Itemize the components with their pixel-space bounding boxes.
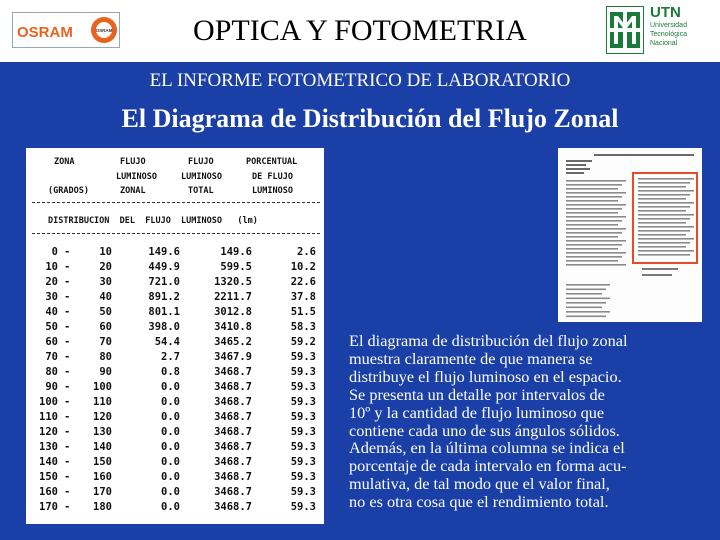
total-flux-cell: 3468.7 <box>214 501 252 513</box>
percent-flux-cell: 59.3 <box>290 456 316 468</box>
zonal-flux-cell: 0.0 <box>161 501 180 513</box>
table-row <box>26 366 324 381</box>
range-dash: - <box>64 486 71 498</box>
total-flux-cell: 3468.7 <box>214 486 252 498</box>
col-header-grados: (GRADOS) <box>48 186 89 196</box>
range-dash: - <box>64 291 71 303</box>
percent-flux-cell: 58.3 <box>290 321 316 333</box>
zone-from-cell: 90 <box>45 381 58 393</box>
zone-from-cell: 150 <box>39 471 58 483</box>
description-line: Además, en la última columna se indica el <box>349 438 625 458</box>
zonal-flux-cell: 0.0 <box>161 426 180 438</box>
zone-to-cell: 160 <box>93 471 112 483</box>
zonal-flux-cell: 149.6 <box>148 246 180 258</box>
zonal-flux-cell: 721.0 <box>148 276 180 288</box>
col-header-porcentual: PORCENTUAL <box>246 157 298 167</box>
range-dash: - <box>64 276 71 288</box>
zone-to-cell: 50 <box>99 306 112 318</box>
zone-from-cell: 130 <box>39 441 58 453</box>
table-row <box>26 381 324 396</box>
total-flux-cell: 3468.7 <box>214 396 252 408</box>
col-header-porcentual: LUMINOSO <box>252 186 293 196</box>
zone-from-cell: 160 <box>39 486 58 498</box>
table-row <box>26 276 324 291</box>
zonal-flux-cell: 398.0 <box>148 321 180 333</box>
table-row <box>26 351 324 366</box>
report-subtitle: EL INFORME FOTOMETRICO DE LABORATORIO <box>149 70 571 91</box>
percent-flux-cell: 59.3 <box>290 381 316 393</box>
range-dash: - <box>64 351 71 363</box>
percent-flux-cell: 59.3 <box>290 426 316 438</box>
zonal-flux-cell: 0.0 <box>161 471 180 483</box>
zone-to-cell: 170 <box>93 486 112 498</box>
total-flux-cell: 1320.5 <box>214 276 252 288</box>
col-header-porcentual: DE FLUJO <box>252 172 293 182</box>
table-section-label: DISTRIBUCION DEL FLUJO LUMINOSO (lm) <box>48 216 258 226</box>
zone-to-cell: 60 <box>99 321 112 333</box>
zone-from-cell: 20 <box>45 276 58 288</box>
total-flux-cell: 3467.9 <box>214 351 252 363</box>
zone-to-cell: 80 <box>99 351 112 363</box>
percent-flux-cell: 59.3 <box>290 411 316 423</box>
zone-to-cell: 10 <box>99 246 112 258</box>
percent-flux-cell: 51.5 <box>290 306 316 318</box>
zonal-flux-cell: 0.8 <box>161 366 180 378</box>
description-line: no es otra cosa que el rendimiento total. <box>349 492 609 512</box>
zone-from-cell: 0 <box>51 246 58 258</box>
zone-to-cell: 100 <box>93 381 112 393</box>
report-document-thumbnail <box>558 148 702 322</box>
zonal-flux-table <box>26 148 324 524</box>
table-row <box>26 441 324 456</box>
percent-flux-cell: 59.3 <box>290 366 316 378</box>
percent-flux-cell: 10.2 <box>290 261 316 273</box>
zone-from-cell: 140 <box>39 456 58 468</box>
total-flux-cell: 3012.8 <box>214 306 252 318</box>
zone-to-cell: 150 <box>93 456 112 468</box>
zone-from-cell: 40 <box>45 306 58 318</box>
zone-from-cell: 70 <box>45 351 58 363</box>
zone-to-cell: 120 <box>93 411 112 423</box>
zonal-flux-cell: 449.9 <box>148 261 180 273</box>
description-line: porcentaje de cada intervalo en forma acu- <box>349 456 627 476</box>
table-row <box>26 456 324 471</box>
range-dash: - <box>64 306 71 318</box>
total-flux-cell: 3468.7 <box>214 381 252 393</box>
zone-from-cell: 80 <box>45 366 58 378</box>
col-header-flujo-zonal: FLUJO <box>120 157 146 167</box>
total-flux-cell: 3468.7 <box>214 441 252 453</box>
col-header-flujo-total: FLUJO <box>188 157 214 167</box>
zone-to-cell: 40 <box>99 291 112 303</box>
table-row <box>26 411 324 426</box>
zonal-flux-cell: 0.0 <box>161 411 180 423</box>
description-paragraph <box>349 332 689 511</box>
col-header-flujo-total: LUMINOSO <box>181 172 222 182</box>
percent-flux-cell: 22.6 <box>290 276 316 288</box>
table-row <box>26 321 324 336</box>
zone-from-cell: 100 <box>39 396 58 408</box>
range-dash: - <box>64 501 71 513</box>
zonal-flux-cell: 0.0 <box>161 486 180 498</box>
zone-from-cell: 30 <box>45 291 58 303</box>
table-divider <box>32 202 320 203</box>
utn-line: Tecnológica <box>650 31 687 38</box>
zone-from-cell: 120 <box>39 426 58 438</box>
zone-to-cell: 70 <box>99 336 112 348</box>
col-header-flujo-total: TOTAL <box>188 186 214 196</box>
total-flux-cell: 3468.7 <box>214 411 252 423</box>
table-row <box>26 306 324 321</box>
percent-flux-cell: 59.3 <box>290 471 316 483</box>
table-row <box>26 261 324 276</box>
total-flux-cell: 3468.7 <box>214 366 252 378</box>
range-dash: - <box>64 381 71 393</box>
zone-from-cell: 50 <box>45 321 58 333</box>
range-dash: - <box>64 261 71 273</box>
percent-flux-cell: 59.3 <box>290 501 316 513</box>
range-dash: - <box>64 336 71 348</box>
table-row <box>26 501 324 516</box>
zone-from-cell: 110 <box>39 411 58 423</box>
col-header-flujo-zonal: ZONAL <box>120 186 146 196</box>
description-line: muestra claramente de que manera se <box>349 348 593 368</box>
highlight-box <box>632 172 698 264</box>
header-bar <box>0 0 720 62</box>
description-line: mulativa, de tal modo que el valor final, <box>349 474 610 494</box>
range-dash: - <box>64 396 71 408</box>
range-dash: - <box>64 441 71 453</box>
total-flux-cell: 3468.7 <box>214 456 252 468</box>
zonal-flux-cell: 0.0 <box>161 381 180 393</box>
zone-to-cell: 20 <box>99 261 112 273</box>
zonal-flux-cell: 54.4 <box>154 336 180 348</box>
section-heading: El Diagrama de Distribución del Flujo Zonal <box>121 104 619 133</box>
zone-from-cell: 170 <box>39 501 58 513</box>
range-dash: - <box>64 426 71 438</box>
percent-flux-cell: 59.2 <box>290 336 316 348</box>
svg-text:OSRAM: OSRAM <box>95 28 113 33</box>
range-dash: - <box>64 456 71 468</box>
range-dash: - <box>64 246 71 258</box>
total-flux-cell: 3468.7 <box>214 426 252 438</box>
table-row <box>26 486 324 501</box>
range-dash: - <box>64 366 71 378</box>
zone-to-cell: 140 <box>93 441 112 453</box>
description-line: distribuye el flujo luminoso en el espacio. <box>349 366 622 386</box>
percent-flux-cell: 59.3 <box>290 396 316 408</box>
zonal-flux-cell: 0.0 <box>161 456 180 468</box>
table-row <box>26 291 324 306</box>
col-header-flujo-zonal: LUMINOSO <box>116 172 157 182</box>
percent-flux-cell: 2.6 <box>297 246 316 258</box>
svg-text:OSRAM: OSRAM <box>17 24 73 41</box>
table-divider <box>32 233 320 234</box>
zonal-flux-cell: 801.1 <box>148 306 180 318</box>
total-flux-cell: 3465.2 <box>214 336 252 348</box>
table-row <box>26 471 324 486</box>
zonal-flux-cell: 0.0 <box>161 396 180 408</box>
utn-line: Universidad <box>650 22 687 29</box>
table-row <box>26 396 324 411</box>
description-line: 10º y la cantidad de flujo luminoso que <box>349 402 605 422</box>
col-header-zona: ZONA <box>54 157 75 167</box>
zone-to-cell: 130 <box>93 426 112 438</box>
zonal-flux-cell: 891.2 <box>148 291 180 303</box>
description-line: El diagrama de distribución del flujo zonal <box>349 331 628 350</box>
total-flux-cell: 3468.7 <box>214 471 252 483</box>
zone-to-cell: 90 <box>99 366 112 378</box>
percent-flux-cell: 59.3 <box>290 441 316 453</box>
zone-to-cell: 110 <box>93 396 112 408</box>
utn-abbr: UTN <box>650 4 681 21</box>
zone-from-cell: 60 <box>45 336 58 348</box>
description-line: contiene cada uno de sus ángulos sólidos. <box>349 420 620 440</box>
total-flux-cell: 3410.8 <box>214 321 252 333</box>
range-dash: - <box>64 411 71 423</box>
zone-to-cell: 180 <box>93 501 112 513</box>
table-row <box>26 246 324 261</box>
table-row <box>26 336 324 351</box>
total-flux-cell: 2211.7 <box>214 291 252 303</box>
range-dash: - <box>64 471 71 483</box>
zone-to-cell: 30 <box>99 276 112 288</box>
utn-logo <box>606 4 714 56</box>
zonal-flux-cell: 0.0 <box>161 441 180 453</box>
description-line: Se presenta un detalle por intervalos de <box>349 384 605 404</box>
percent-flux-cell: 37.8 <box>290 291 316 303</box>
zone-from-cell: 10 <box>45 261 58 273</box>
percent-flux-cell: 59.3 <box>290 486 316 498</box>
percent-flux-cell: 59.3 <box>290 351 316 363</box>
zonal-flux-cell: 2.7 <box>161 351 180 363</box>
utn-line: Nacional <box>650 40 678 47</box>
utn-emblem-icon <box>606 6 644 54</box>
table-row <box>26 426 324 441</box>
range-dash: - <box>64 321 71 333</box>
total-flux-cell: 149.6 <box>220 246 252 258</box>
total-flux-cell: 599.5 <box>220 261 252 273</box>
page-title: OPTICA Y FOTOMETRIA <box>193 14 527 47</box>
